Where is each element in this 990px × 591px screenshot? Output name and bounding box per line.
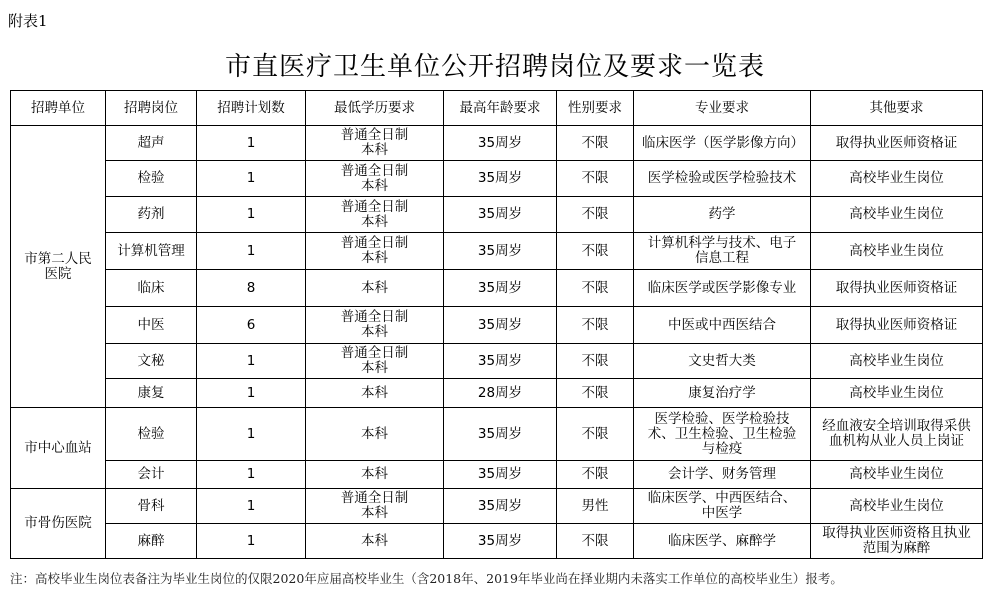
education-cell: 普通全日制本科 bbox=[306, 161, 444, 197]
max-age-cell: 35周岁 bbox=[444, 161, 557, 197]
position-cell: 麻醉 bbox=[106, 524, 197, 559]
major-cell: 计算机科学与技术、电子信息工程 bbox=[634, 233, 811, 270]
plan-count-cell: 1 bbox=[197, 126, 306, 161]
max-age-cell: 35周岁 bbox=[444, 126, 557, 161]
major-cell: 会计学、财务管理 bbox=[634, 461, 811, 489]
education-cell: 本科 bbox=[306, 408, 444, 461]
max-age-cell: 35周岁 bbox=[444, 489, 557, 524]
table-row bbox=[11, 408, 983, 461]
other-cell: 取得执业医师资格证 bbox=[811, 307, 983, 344]
major-cell: 医学检验、医学检验技术、卫生检验、卫生检验与检疫 bbox=[634, 408, 811, 461]
table-row bbox=[11, 489, 983, 524]
other-cell: 取得执业医师资格且执业范围为麻醉 bbox=[811, 524, 983, 559]
plan-count-cell: 1 bbox=[197, 524, 306, 559]
table-row bbox=[11, 126, 983, 161]
table-row bbox=[11, 270, 983, 307]
footnote: 注：高校毕业生岗位表备注为毕业生岗位的仅限2020年应届高校毕业生（含2018年、2019年毕业尚在择业期内未落实工作单位的高校毕业生）报考。 bbox=[10, 571, 843, 586]
column-header: 专业要求 bbox=[634, 91, 811, 126]
plan-count-cell: 8 bbox=[197, 270, 306, 307]
major-cell: 康复治疗学 bbox=[634, 379, 811, 408]
table-row bbox=[11, 344, 983, 379]
max-age-cell: 35周岁 bbox=[444, 307, 557, 344]
education-cell: 普通全日制本科 bbox=[306, 233, 444, 270]
education-cell: 本科 bbox=[306, 461, 444, 489]
position-cell: 临床 bbox=[106, 270, 197, 307]
other-cell: 高校毕业生岗位 bbox=[811, 161, 983, 197]
max-age-cell: 35周岁 bbox=[444, 408, 557, 461]
position-cell: 中医 bbox=[106, 307, 197, 344]
education-cell: 本科 bbox=[306, 270, 444, 307]
gender-cell: 不限 bbox=[557, 461, 634, 489]
plan-count-cell: 1 bbox=[197, 489, 306, 524]
table-row bbox=[11, 197, 983, 233]
gender-cell: 不限 bbox=[557, 161, 634, 197]
other-cell: 取得执业医师资格证 bbox=[811, 270, 983, 307]
major-cell: 药学 bbox=[634, 197, 811, 233]
plan-count-cell: 1 bbox=[197, 408, 306, 461]
positions-table bbox=[10, 90, 983, 559]
plan-count-cell: 1 bbox=[197, 379, 306, 408]
max-age-cell: 35周岁 bbox=[444, 270, 557, 307]
column-header: 招聘单位 bbox=[11, 91, 106, 126]
plan-count-cell: 1 bbox=[197, 197, 306, 233]
max-age-cell: 35周岁 bbox=[444, 197, 557, 233]
position-cell: 会计 bbox=[106, 461, 197, 489]
major-cell: 中医或中西医结合 bbox=[634, 307, 811, 344]
position-cell: 计算机管理 bbox=[106, 233, 197, 270]
major-cell: 临床医学、麻醉学 bbox=[634, 524, 811, 559]
max-age-cell: 35周岁 bbox=[444, 524, 557, 559]
gender-cell: 不限 bbox=[557, 524, 634, 559]
table-row bbox=[11, 524, 983, 559]
position-cell: 超声 bbox=[106, 126, 197, 161]
position-cell: 检验 bbox=[106, 408, 197, 461]
other-cell: 取得执业医师资格证 bbox=[811, 126, 983, 161]
plan-count-cell: 1 bbox=[197, 344, 306, 379]
gender-cell: 男性 bbox=[557, 489, 634, 524]
other-cell: 高校毕业生岗位 bbox=[811, 461, 983, 489]
gender-cell: 不限 bbox=[557, 344, 634, 379]
plan-count-cell: 1 bbox=[197, 233, 306, 270]
max-age-cell: 28周岁 bbox=[444, 379, 557, 408]
unit-cell: 市骨伤医院 bbox=[11, 489, 106, 559]
position-cell: 文秘 bbox=[106, 344, 197, 379]
table-row bbox=[11, 233, 983, 270]
plan-count-cell: 1 bbox=[197, 161, 306, 197]
education-cell: 普通全日制本科 bbox=[306, 307, 444, 344]
header-row bbox=[11, 91, 983, 126]
major-cell: 临床医学、中西医结合、中医学 bbox=[634, 489, 811, 524]
education-cell: 本科 bbox=[306, 524, 444, 559]
column-header: 其他要求 bbox=[811, 91, 983, 126]
plan-count-cell: 1 bbox=[197, 461, 306, 489]
other-cell: 高校毕业生岗位 bbox=[811, 489, 983, 524]
max-age-cell: 35周岁 bbox=[444, 344, 557, 379]
other-cell: 高校毕业生岗位 bbox=[811, 233, 983, 270]
column-header: 招聘岗位 bbox=[106, 91, 197, 126]
gender-cell: 不限 bbox=[557, 197, 634, 233]
education-cell: 普通全日制本科 bbox=[306, 197, 444, 233]
max-age-cell: 35周岁 bbox=[444, 233, 557, 270]
education-cell: 普通全日制本科 bbox=[306, 126, 444, 161]
gender-cell: 不限 bbox=[557, 379, 634, 408]
plan-count-cell: 6 bbox=[197, 307, 306, 344]
table-row bbox=[11, 307, 983, 344]
position-cell: 骨科 bbox=[106, 489, 197, 524]
major-cell: 临床医学或医学影像专业 bbox=[634, 270, 811, 307]
gender-cell: 不限 bbox=[557, 233, 634, 270]
gender-cell: 不限 bbox=[557, 270, 634, 307]
table-row bbox=[11, 161, 983, 197]
major-cell: 文史哲大类 bbox=[634, 344, 811, 379]
column-header: 性别要求 bbox=[557, 91, 634, 126]
attachment-label: 附表1 bbox=[8, 12, 48, 30]
major-cell: 临床医学（医学影像方向） bbox=[634, 126, 811, 161]
column-header: 招聘计划数 bbox=[197, 91, 306, 126]
other-cell: 高校毕业生岗位 bbox=[811, 197, 983, 233]
gender-cell: 不限 bbox=[557, 408, 634, 461]
page-title: 市直医疗卫生单位公开招聘岗位及要求一览表 bbox=[224, 52, 765, 82]
position-cell: 药剂 bbox=[106, 197, 197, 233]
other-cell: 高校毕业生岗位 bbox=[811, 344, 983, 379]
position-cell: 康复 bbox=[106, 379, 197, 408]
education-cell: 普通全日制本科 bbox=[306, 489, 444, 524]
unit-cell: 市中心血站 bbox=[11, 408, 106, 489]
education-cell: 本科 bbox=[306, 379, 444, 408]
unit-cell: 市第二人民医院 bbox=[11, 126, 106, 408]
gender-cell: 不限 bbox=[557, 307, 634, 344]
column-header: 最低学历要求 bbox=[306, 91, 444, 126]
position-cell: 检验 bbox=[106, 161, 197, 197]
other-cell: 高校毕业生岗位 bbox=[811, 379, 983, 408]
education-cell: 普通全日制本科 bbox=[306, 344, 444, 379]
table-row bbox=[11, 461, 983, 489]
gender-cell: 不限 bbox=[557, 126, 634, 161]
major-cell: 医学检验或医学检验技术 bbox=[634, 161, 811, 197]
other-cell: 经血液安全培训取得采供血机构从业人员上岗证 bbox=[811, 408, 983, 461]
table-row bbox=[11, 379, 983, 408]
column-header: 最高年龄要求 bbox=[444, 91, 557, 126]
max-age-cell: 35周岁 bbox=[444, 461, 557, 489]
